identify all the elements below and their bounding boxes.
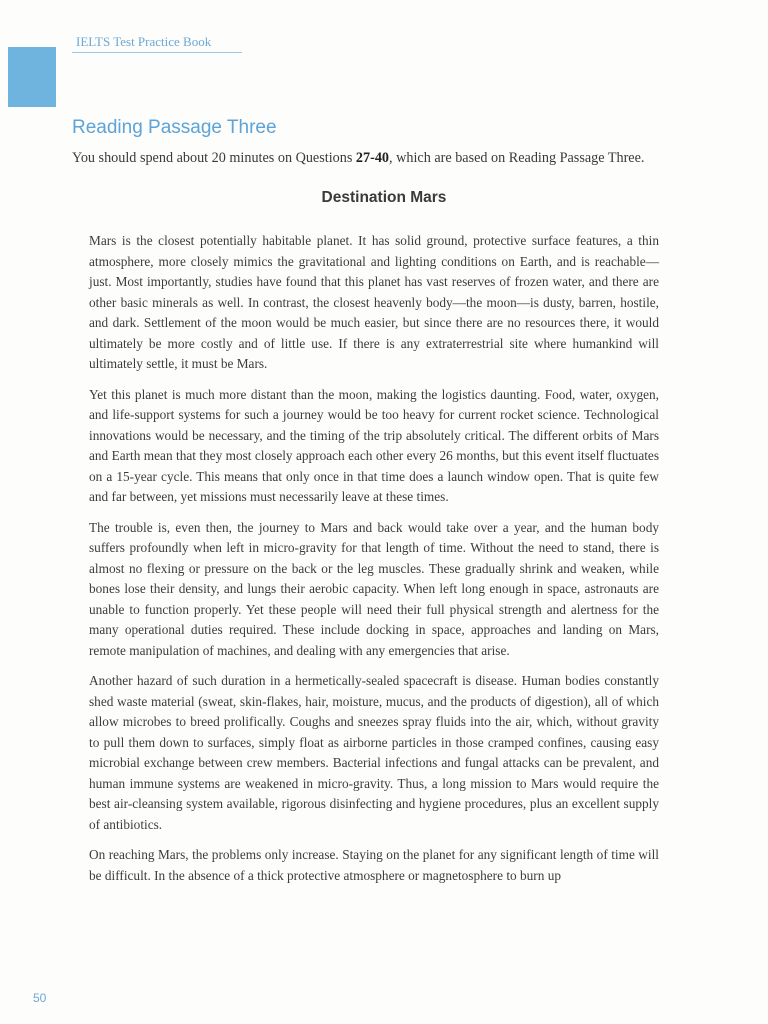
passage-body xyxy=(89,231,659,896)
paragraph: Yet this planet is much more distant than the moon, making the logistics daunting. Food, water, oxygen, and life-support systems for such a journey would be too heavy for current rocket science. Technological innovations would be necessary, and the timing of the trip absolutely critical. The different orbits of Mars and Earth mean that they most closely approach each other every 26 months, but this event itself fluctuates on a 15-year cycle. This means that only once in that time does a launch window open. That is quite few and far between, yet missions must necessarily leave at these times. xyxy=(89,386,659,504)
paragraph: The trouble is, even then, the journey to Mars and back would take over a year, and the human body suffers profoundly when left in micro-gravity for that length of time. Without the need to stand, there is almost no flexing or pressure on the back or the leg muscles. These gradually shrink and weaken, while bones lose their density, and lungs their aerobic capacity. When left long enough in space, astronauts are unable to function properly. Yet these people will need their full physical strength and alertness for the many operational duties required. These include docking in space, approaches and landing on Mars, remote manipulation of machines, and dealing with any emergencies that arise. xyxy=(89,519,659,658)
corner-color-tab xyxy=(8,47,56,107)
instruction-before: You should spend about 20 minutes on Questions xyxy=(72,150,356,166)
instruction-after: , which are based on Reading Passage Three. xyxy=(389,150,645,166)
running-header: IELTS Test Practice Book xyxy=(76,34,212,49)
paragraph: On reaching Mars, the problems only increase. Staying on the planet for any significant length of time will be difficult. In the absence of a thick protective atmosphere or magnetosphere to burn up xyxy=(89,847,659,883)
page-number: 50 xyxy=(33,991,47,1005)
section-heading: Reading Passage Three xyxy=(72,117,277,138)
passage-title: Destination Mars xyxy=(321,189,447,206)
instruction-text xyxy=(72,150,702,167)
header-rule xyxy=(72,52,242,53)
question-range: 27-40 xyxy=(355,150,390,166)
paragraph: Mars is the closest potentially habitable planet. It has solid ground, protective surface features, a thin atmosphere, more closely mimics the gravitational and lighting conditions on Earth, and is reachable—just. Most importantly, studies have found that this planet has vast reserves of frozen water, and there are other basic minerals as well. In contrast, the closest heavenly body—the moon—is dusty, barren, hostile, and dark. Settlement of the moon would be much easier, but since there are no resources there, it would ultimately be more costly and of little use. If there is any extraterrestrial site where humankind will ultimately settle, it must be Mars. xyxy=(89,233,659,371)
paragraph: Another hazard of such duration in a hermetically-sealed spacecraft is disease. Human bodies constantly shed waste material (sweat, skin-flakes, hair, moisture, mucus, and the products of digestion), all of which allow microbes to breed prolifically. Coughs and sneezes spray fluids into the air, which, without gravity to pull them down to surfaces, simply float as airborne particles in those cramped confines, causing easy microbial exchange between crew members. Bacterial infections and fungal attacks can be prevalent, and human immune systems are weakened in micro-gravity. Thus, a long mission to Mars would require the best air-cleansing system available, rigorous disinfecting and hygiene procedures, plus an excellent supply of antibiotics. xyxy=(89,673,659,832)
